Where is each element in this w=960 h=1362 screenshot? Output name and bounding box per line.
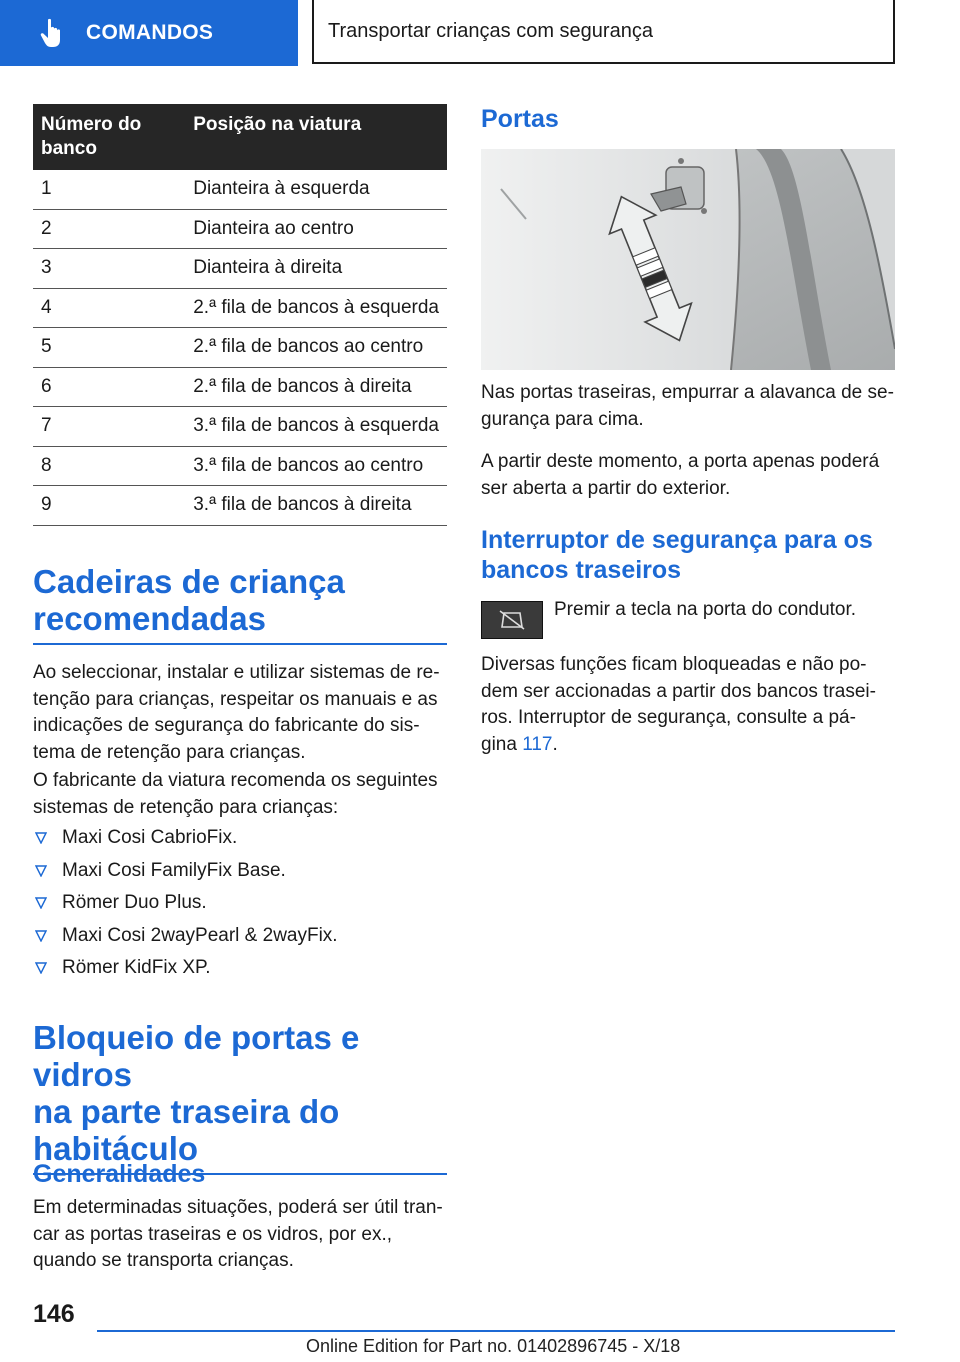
heading-line: Cadeiras de criança [33,563,345,600]
text-line: Diversas funções ficam bloqueadas e não po- [481,654,867,675]
recommended-seats-list [33,822,447,985]
recommended-seats-heading [33,563,447,645]
heading-line: na parte traseira do [33,1093,340,1130]
text-line: ros. Interruptor de segurança, consulte a pá- [481,707,856,728]
table-header-row [33,104,447,170]
seat-number: 7 [33,407,185,447]
hand-pointer-icon [36,16,70,50]
list-item [33,920,447,953]
manufacturer-paragraph [33,768,447,821]
table-row [33,446,447,486]
col-header-position: Posição na viatura [185,104,447,170]
triangle-bullet-icon [35,930,47,942]
text-line: quando se transporta crianças. [33,1250,294,1271]
safety-switch-heading [481,525,895,585]
text-line: gurança para cima. [481,408,644,430]
list-item [33,952,447,985]
text-line: Em determinadas situações, poderá ser útil tran- [33,1197,443,1218]
footer-divider [97,1330,895,1332]
doors-paragraph-1 [481,380,895,433]
text-line: A partir deste momento, a porta apenas poderá [481,451,880,472]
table-row [33,249,447,289]
recommended-intro-paragraph [33,660,447,766]
doors-paragraph-2 [481,449,895,502]
text-line: Ao seleccionar, instalar e utilizar sistemas de re- [33,662,440,683]
seat-position: 3.ª fila de bancos ao centro [185,446,447,486]
list-item-text: Maxi Cosi CabrioFix. [62,827,238,848]
list-item [33,887,447,920]
chapter-title: Transportar crianças com segurança [312,0,895,64]
edition-footer: Online Edition for Part no. 01402896745 - X/18 [306,1336,681,1356]
page-reference-link[interactable]: 117 [522,733,553,755]
list-item-text: Maxi Cosi 2wayPearl & 2wayFix. [62,924,338,946]
text-line: tenção para crianças, respeitar os manuais e as [33,688,438,710]
seat-number: 2 [33,209,185,249]
heading-line: habitáculo [33,1130,199,1167]
list-item-text: Römer KidFix XP. [62,957,211,978]
text-line: car as portas traseiras e os vidros, por ex., [33,1223,393,1245]
seat-number: 8 [33,446,185,486]
rear-lock-heading [33,1019,447,1175]
table-row [33,170,447,209]
text-line: indicações de segurança do fabricante do sis- [33,715,420,736]
seat-position: Dianteira ao centro [185,209,447,249]
triangle-bullet-icon [35,832,47,844]
heading-line: bancos traseiros [481,556,682,584]
seat-position: 2.ª fila de bancos ao centro [185,328,447,368]
safety-switch-paragraph [481,652,895,758]
seat-number: 5 [33,328,185,368]
heading-line: Bloqueio de portas e vidros [33,1019,360,1093]
seat-number: 4 [33,288,185,328]
seat-position: Dianteira à esquerda [185,170,447,209]
seat-number: 1 [33,170,185,209]
key-instruction: Premir a tecla na porta do condutor. [554,599,857,620]
text-line: sistemas de retenção para crianças: [33,796,339,818]
seat-number: 6 [33,367,185,407]
table-row [33,367,447,407]
col-header-number: Número do banco [33,104,185,170]
text-line-suffix: . [552,733,558,755]
heading-line: Interruptor de segurança para os [481,526,873,554]
triangle-bullet-icon [35,865,47,877]
text-line: tema de retenção para crianças. [33,741,306,763]
seat-number: 9 [33,486,185,526]
table-row [33,407,447,447]
seat-position: 3.ª fila de bancos à esquerda [185,407,447,447]
generalities-heading: Generalidades [33,1160,206,1188]
text-line: O fabricante da viatura recomenda os seguintes [33,770,438,791]
seat-position: 2.ª fila de bancos à direita [185,367,447,407]
seat-number: 3 [33,249,185,289]
seat-position: 3.ª fila de bancos à direita [185,486,447,526]
table-row [33,209,447,249]
window-lock-key-icon [481,601,543,639]
heading-line: recomendadas [33,600,266,637]
text-line: dem ser accionadas a partir dos bancos trasei- [481,680,876,702]
section-tab[interactable] [0,0,298,66]
doors-heading: Portas [481,105,559,133]
table-row [33,328,447,368]
triangle-bullet-icon [35,962,47,974]
page-number: 146 [33,1300,75,1328]
seat-number-table [33,104,447,526]
list-item [33,855,447,888]
door-child-lock-illustration [481,149,895,370]
seat-position: 2.ª fila de bancos à esquerda [185,288,447,328]
table-row [33,288,447,328]
generalities-paragraph [33,1195,447,1275]
list-item-text: Maxi Cosi FamilyFix Base. [62,859,286,881]
table-row [33,486,447,526]
section-label: COMANDOS [86,21,214,44]
text-line-prefix: gina [481,733,523,755]
triangle-bullet-icon [35,897,47,909]
text-line: Nas portas traseiras, empurrar a alavanca de se- [481,382,894,403]
list-item-text: Römer Duo Plus. [62,892,207,913]
seat-position: Dianteira à direita [185,249,447,289]
text-line: ser aberta a partir do exterior. [481,477,731,499]
list-item [33,822,447,855]
